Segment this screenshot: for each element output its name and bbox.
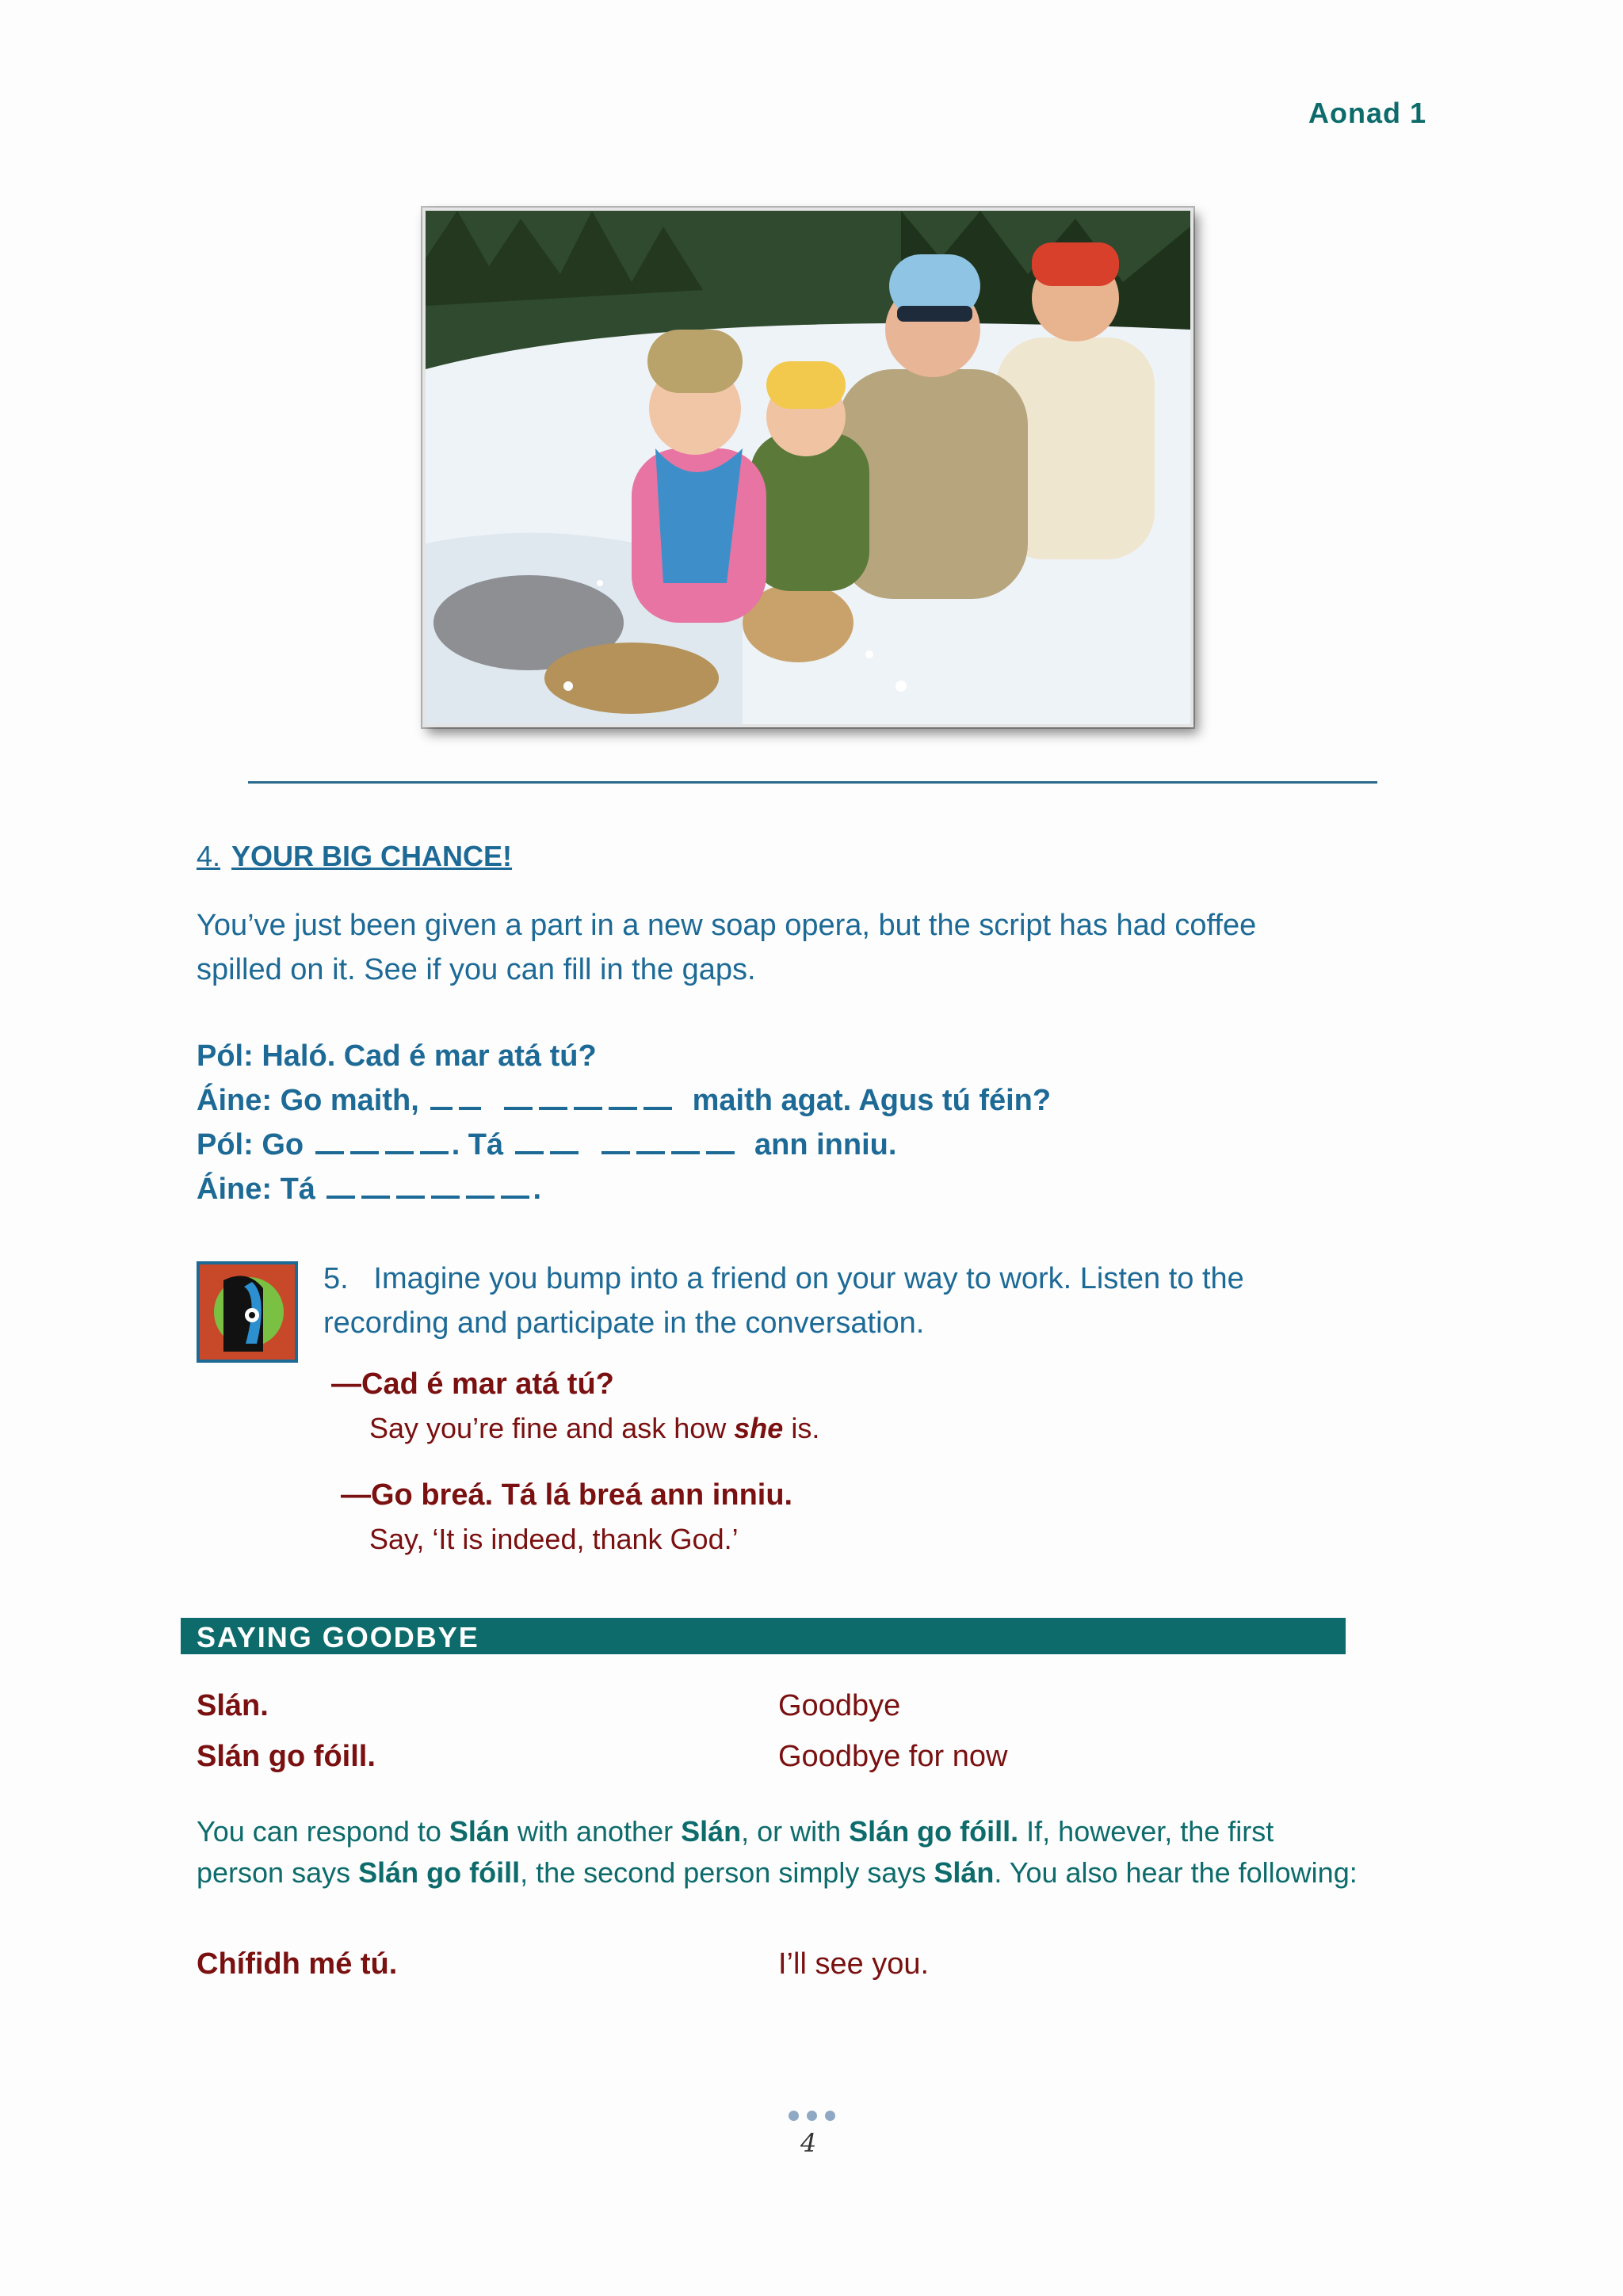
instruction-text: is.	[783, 1412, 820, 1444]
dialogue-line-4	[197, 1173, 541, 1207]
dialogue-text: Tá	[280, 1173, 315, 1206]
unit-label: Aonad 1	[1308, 97, 1426, 129]
blank-gap[interactable]	[598, 1128, 738, 1161]
exercise-5-text-line: recording and participate in the conversation.	[323, 1306, 925, 1340]
speaker-label: Pól:	[197, 1128, 254, 1161]
instruction-emphasis: she	[734, 1412, 784, 1444]
headphones-icon	[200, 1264, 295, 1360]
page-number: 4	[800, 2128, 817, 2158]
note-bold: Slán	[681, 1815, 742, 1848]
note-bold: Slán go fóill	[358, 1856, 521, 1889]
speaker-label: Áine:	[197, 1084, 272, 1117]
blank-gap[interactable]	[323, 1173, 533, 1206]
dialogue-text: .	[533, 1173, 542, 1206]
vocab-irish: Chífidh mé tú.	[197, 1947, 398, 1981]
exercise-5-text-line	[323, 1257, 1417, 1301]
dialogue-line-3	[197, 1128, 896, 1162]
dialogue-text: Haló. Cad é mar atá tú?	[262, 1039, 597, 1073]
usage-note	[197, 1811, 1433, 1894]
blank-gap[interactable]	[427, 1084, 484, 1117]
exercise-4-text-line: spilled on it. See if you can fill in the gaps.	[197, 953, 756, 986]
exercise-4-instructions	[197, 903, 1433, 992]
note-bold: Slán go fóill.	[849, 1815, 1019, 1848]
speaker-label: Pól:	[197, 1039, 254, 1073]
page-ornament	[785, 2111, 839, 2125]
dialogue-text: . Tá	[451, 1128, 504, 1161]
vocab-english: I’ll see you.	[778, 1947, 930, 1981]
exercise-5-text: Imagine you bump into a friend on your way to work. Listen to the	[373, 1262, 1244, 1295]
note-text: . You also hear the following:	[994, 1856, 1358, 1889]
section-title: SAYING GOODBYE	[197, 1621, 479, 1653]
exercise-5-number: 5.	[323, 1262, 349, 1295]
dialogue-text: Go	[262, 1128, 304, 1161]
vocab-english: Goodbye for now	[778, 1740, 1008, 1773]
prompt-2: —Go breá. Tá lá breá ann inniu.	[341, 1478, 793, 1512]
instruction-2: Say, ‘It is indeed, thank God.’	[369, 1523, 739, 1555]
usage-note-line	[197, 1852, 1433, 1894]
exercise-4-number: 4.	[197, 840, 221, 872]
instruction-1	[369, 1412, 819, 1445]
exercise-4-title: YOUR BIG CHANCE!	[231, 840, 513, 872]
instruction-text: Say you’re fine and ask how	[369, 1412, 735, 1444]
family-snow-photo	[422, 208, 1193, 727]
note-bold: Slán	[449, 1815, 510, 1848]
prompt-1: —Cad é mar atá tú?	[331, 1367, 614, 1401]
note-text: If, however, the first	[1018, 1815, 1274, 1848]
note-text: , or with	[741, 1815, 850, 1848]
vocab-irish: Slán.	[197, 1689, 269, 1722]
blank-gap[interactable]	[512, 1128, 582, 1161]
dialogue-text: ann inniu.	[754, 1128, 897, 1161]
note-bold: Slán	[934, 1856, 995, 1889]
vocab-english: Goodbye	[778, 1689, 901, 1722]
vocab-irish: Slán go fóill.	[197, 1740, 376, 1773]
dialogue-text: maith agat. Agus tú féin?	[692, 1084, 1052, 1117]
note-text: person says	[197, 1856, 359, 1889]
exercise-4-text-line: You’ve just been given a part in a new soap opera, but the script has had coffee	[197, 909, 1257, 942]
listening-audio-icon[interactable]	[197, 1261, 298, 1363]
dialogue-text: Go maith,	[280, 1084, 419, 1117]
photo-illustration	[426, 211, 1190, 724]
exercise-4-heading	[197, 840, 512, 873]
blank-gap[interactable]	[501, 1084, 675, 1117]
note-text: with another	[509, 1815, 682, 1848]
divider-rule	[248, 781, 1377, 784]
speaker-label: Áine:	[197, 1173, 272, 1206]
dialogue-line-2	[197, 1084, 1051, 1118]
dialogue-line-1	[197, 1039, 597, 1074]
note-text: , the second person simply says	[520, 1856, 934, 1889]
note-text: You can respond to	[197, 1815, 449, 1848]
exercise-5-instructions	[323, 1257, 1417, 1345]
usage-note-line	[197, 1811, 1433, 1852]
blank-gap[interactable]	[312, 1128, 452, 1161]
